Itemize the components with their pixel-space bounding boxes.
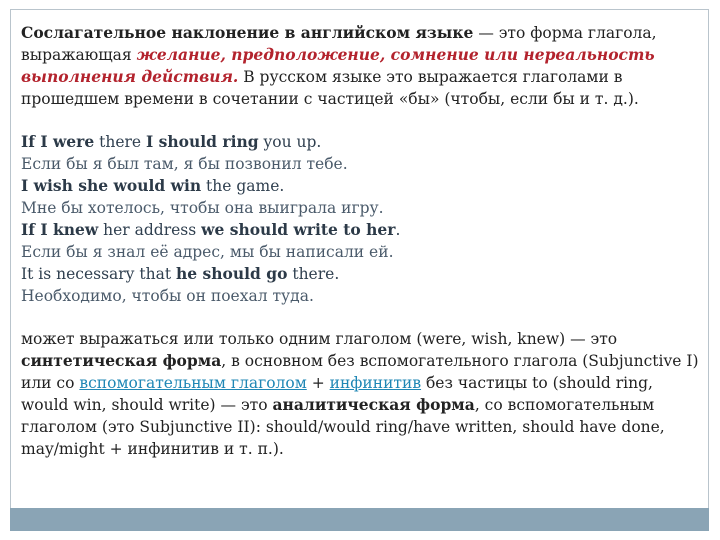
- example-en-2: [21, 175, 701, 197]
- para2-text-4: +: [306, 374, 330, 392]
- synthetic-form-line: [21, 328, 701, 372]
- example-4-text-c: there.: [287, 265, 340, 283]
- para2-text-2: , в основном без вспомогательного глагола (Subjunctive I): [221, 352, 699, 370]
- slide-content: [21, 22, 701, 460]
- example-ru-4: Необходимо, чтобы он поехал туда.: [21, 287, 314, 305]
- example-en-1: [21, 131, 701, 153]
- para2-text-3: или со: [21, 374, 80, 392]
- example-3-bold-a: If I knew: [21, 220, 99, 239]
- example-3-bold-c: we should write to her: [201, 220, 396, 239]
- example-en-4: [21, 263, 701, 285]
- auxiliary-verb-link[interactable]: вспомогательным глаголом: [79, 374, 307, 392]
- intro-rest-text: В русском языке это выражается глаголами в прошедшем времени в сочетании с частицей «бы» (чтобы, если бы и т. д.).: [21, 68, 639, 108]
- analytic-form-line: [21, 372, 701, 460]
- example-1-bold-a: If I were: [21, 132, 95, 151]
- example-3-text-d: .: [395, 221, 401, 239]
- examples-block: [21, 131, 701, 307]
- para2-text-5: без частицы to (should ring, would win, should write) — это: [21, 374, 653, 414]
- forms-paragraph: [21, 328, 701, 460]
- infinitive-link[interactable]: инфинитив: [329, 374, 422, 392]
- example-1-text-b: there: [94, 133, 147, 151]
- para2-text-6: , со вспомогательным глаголом (это Subjunctive II): should/would ring/have written, should have done, may/might + инфинитив и т. п.).: [21, 396, 665, 458]
- example-ru-1: Если бы я был там, я бы позвонил тебе.: [21, 155, 348, 173]
- example-3-text-b: her address: [98, 221, 202, 239]
- example-1-text-d: you up.: [258, 133, 322, 151]
- example-1-bold-c: I should ring: [146, 132, 259, 151]
- example-2-text-b: the game.: [201, 177, 285, 195]
- term-heading: Сослагательное наклонение в английском языке: [21, 23, 474, 42]
- para2-text-1: может выражаться или только одним глаголом (were, wish, knew) — это: [21, 330, 618, 348]
- example-4-text-a: It is necessary that: [21, 265, 176, 283]
- example-ru-3: Если бы я знал её адрес, мы бы написали ей.: [21, 243, 394, 261]
- example-ru-2: Мне бы хотелось, чтобы она выиграла игру.: [21, 199, 384, 217]
- intro-dash-text: — это форма глагола, выражающая: [21, 24, 657, 64]
- synthetic-form-term: синтетическая форма: [21, 351, 222, 370]
- slide-footer-bar: [10, 508, 709, 531]
- example-en-3: [21, 219, 701, 241]
- analytic-form-term: аналитическая форма: [272, 395, 475, 414]
- example-2-bold-a: I wish she would win: [21, 176, 202, 195]
- intro-paragraph: [21, 22, 701, 110]
- highlighted-definition: желание, предположение, сомнение или нереальность выполнения действия.: [21, 45, 655, 86]
- example-4-bold-b: he should go: [175, 264, 288, 283]
